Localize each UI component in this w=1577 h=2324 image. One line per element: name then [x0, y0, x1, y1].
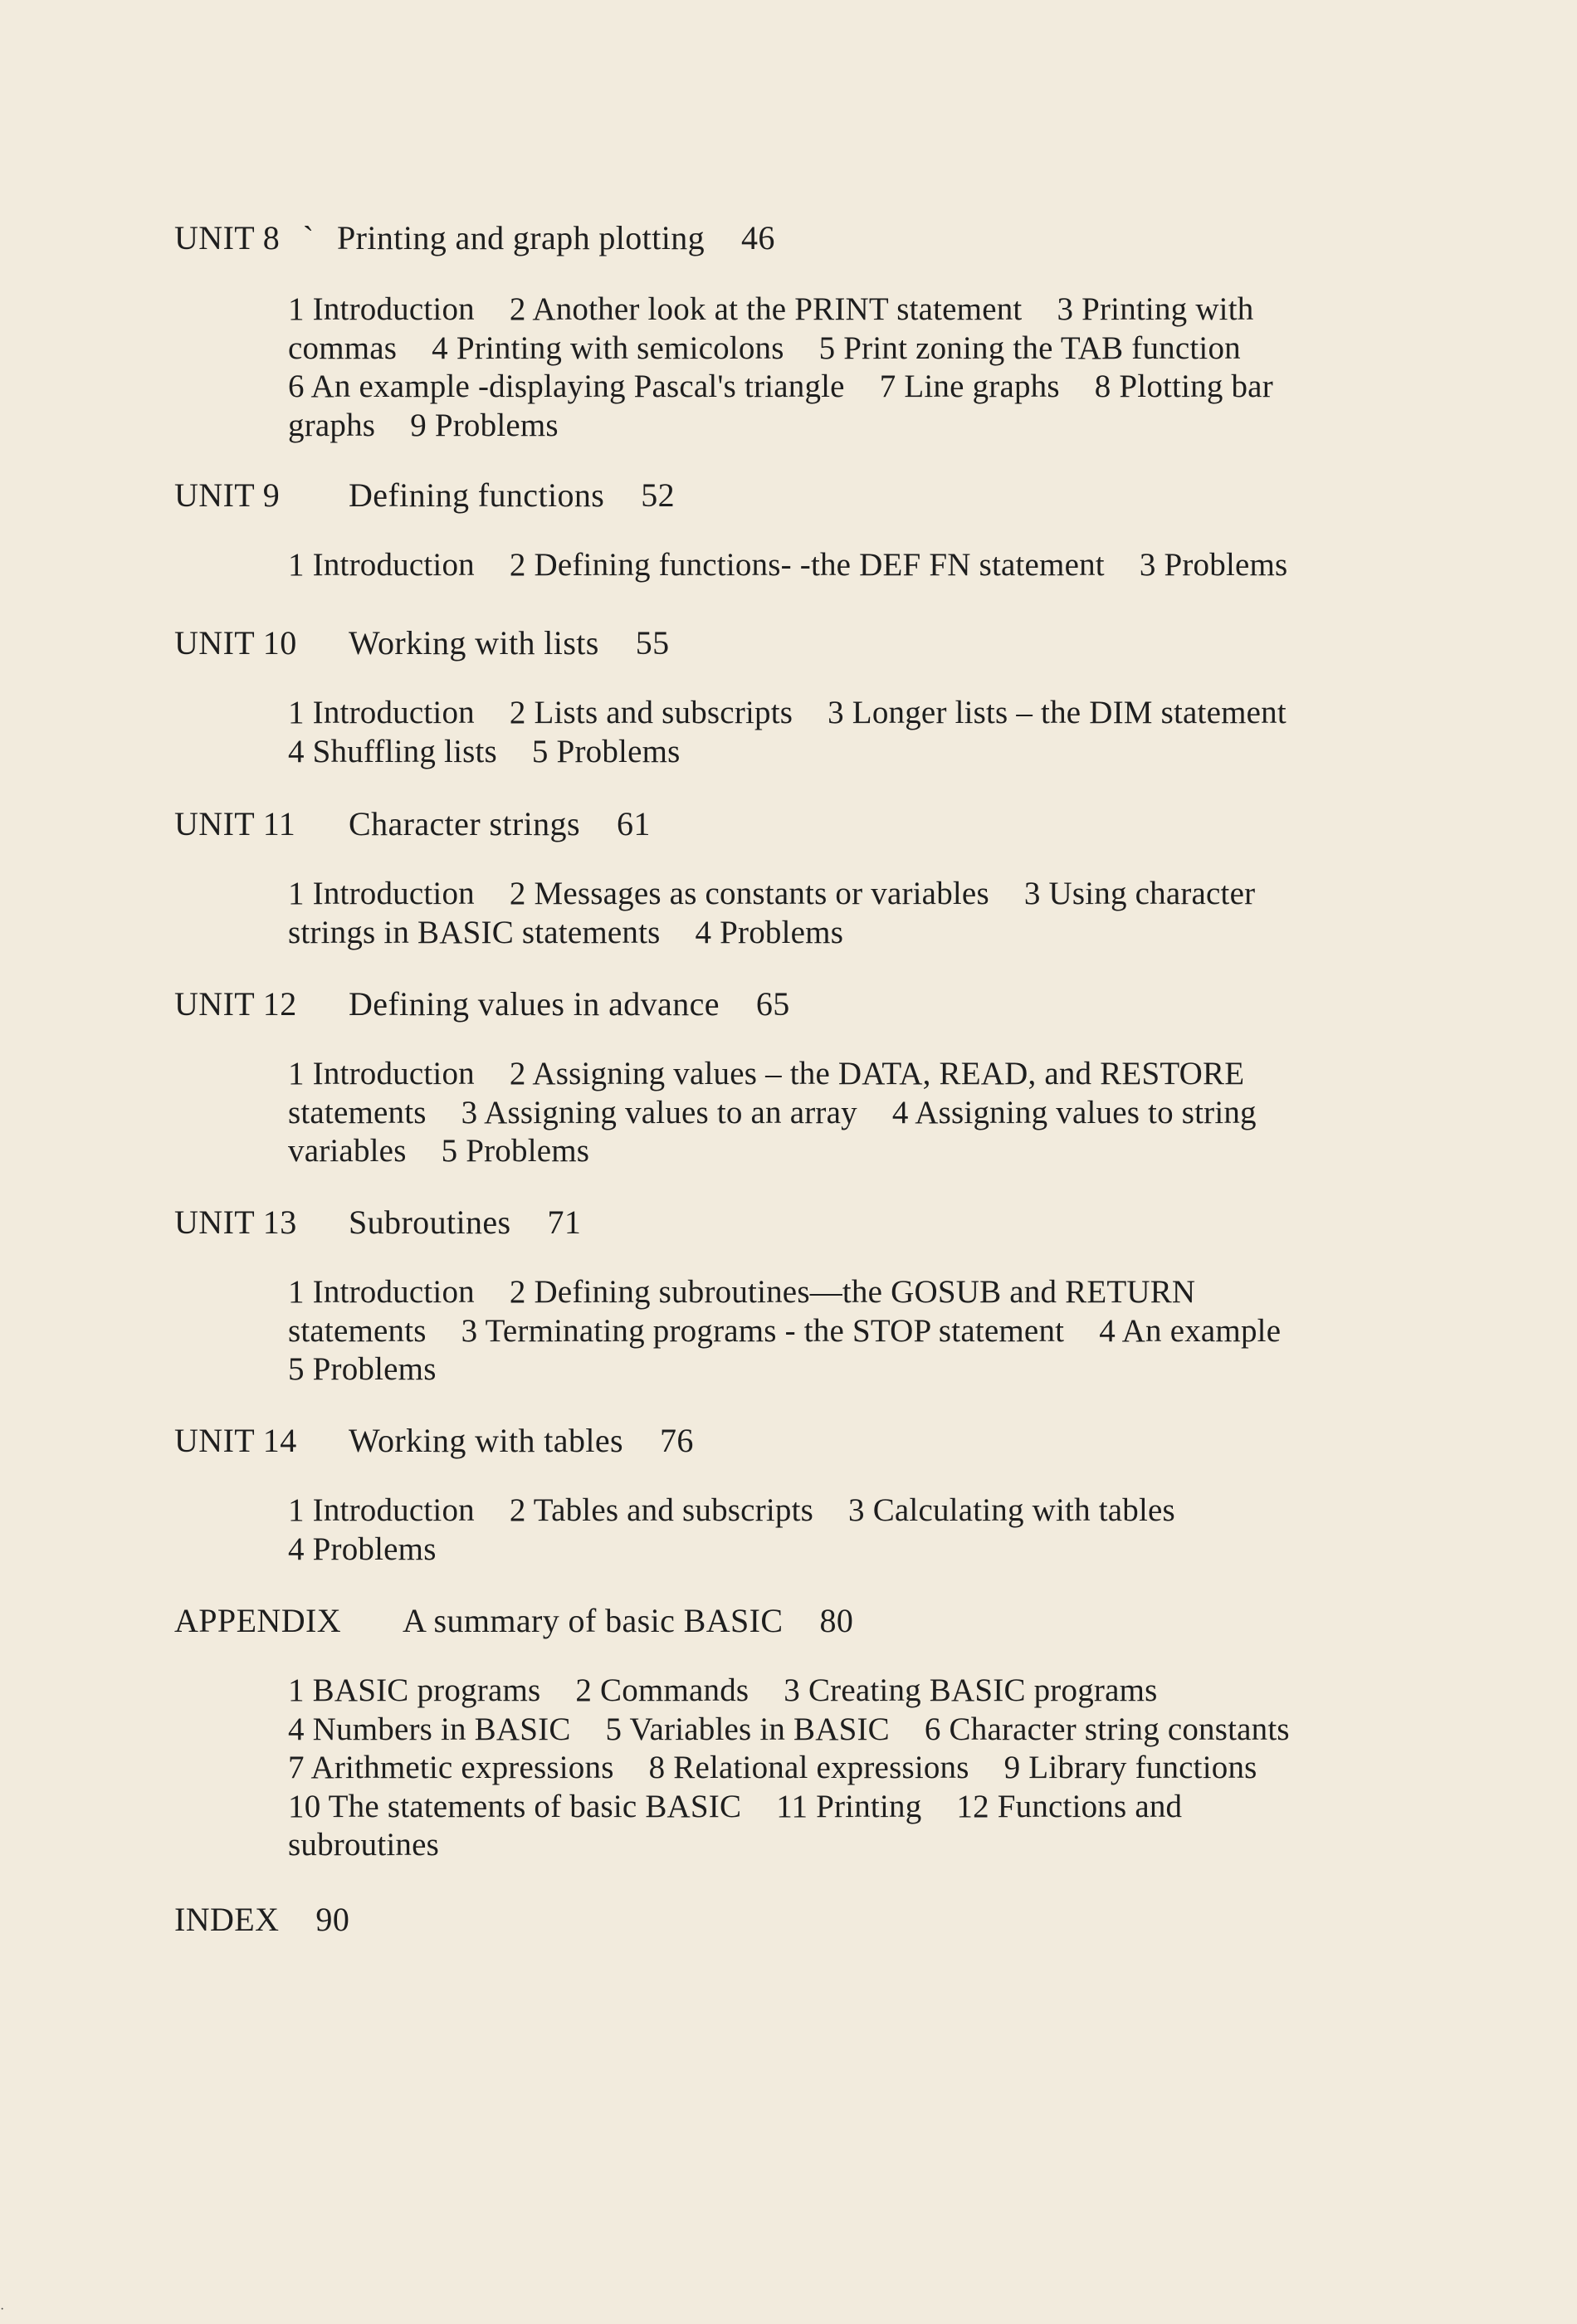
unit-label: UNIT 8	[174, 219, 281, 256]
unit-title: Subroutines	[349, 1204, 511, 1241]
topic-item: 2 Assigning values – the DATA, READ, and RESTORE	[509, 1056, 1245, 1091]
page-number: 52	[641, 476, 676, 514]
entry-heading	[174, 219, 1502, 257]
page-number: 80	[819, 1602, 854, 1639]
entry-heading	[174, 476, 1502, 515]
topic-item-continued: graphs	[288, 407, 376, 443]
topic-item: 5 Problems	[288, 1351, 437, 1387]
page-number: 55	[635, 624, 670, 662]
unit-title: A summary of basic BASIC	[403, 1602, 784, 1639]
contents-entry-unit-11	[174, 805, 1502, 952]
topic-item: 7 Arithmetic expressions	[288, 1750, 614, 1785]
stray-mark: `	[302, 219, 315, 256]
topic-item: 9 Problems	[410, 407, 559, 443]
unit-title: Character strings	[349, 805, 580, 842]
topic-item: 3 Printing with	[1057, 291, 1254, 327]
topic-item: 5 Problems	[441, 1133, 590, 1169]
topic-item: 6 An example -displaying Pascal's triangle	[288, 369, 845, 404]
topic-item: 9 Library functions	[1003, 1750, 1257, 1785]
entry-heading	[174, 805, 1502, 843]
entry-heading	[174, 1204, 1502, 1242]
entry-heading	[174, 985, 1502, 1023]
topic-item: 5 Variables in BASIC	[605, 1711, 890, 1747]
topic-item-continued: variables	[288, 1133, 407, 1169]
contents-entry-unit-10	[174, 624, 1502, 771]
topic-item: 1 Introduction	[288, 1492, 475, 1528]
topic-item: 3 Longer lists – the DIM statement	[828, 695, 1286, 730]
page-number: 76	[660, 1422, 694, 1459]
topic-list	[288, 694, 1483, 771]
unit-title: Defining functions	[349, 476, 605, 514]
contents-entry-unit-13	[174, 1204, 1502, 1389]
topic-item: 4 Shuffling lists	[288, 733, 497, 769]
unit-label: UNIT 14	[174, 1422, 297, 1459]
topic-item: 3 Using character	[1023, 876, 1256, 911]
topic-item: 8 Plotting bar	[1094, 369, 1273, 404]
topic-item: 7 Line graphs	[879, 369, 1060, 404]
topic-item: 3 Assigning values to an array	[461, 1094, 857, 1130]
topic-item: 3 Problems	[1139, 547, 1288, 583]
topic-item: 2 Lists and subscripts	[509, 695, 793, 730]
topic-item-continued: commas	[288, 330, 398, 366]
topic-item-continued: subroutines	[288, 1827, 440, 1863]
contents-entry-unit-14	[174, 1422, 1502, 1569]
topic-item: 1 Introduction	[288, 547, 475, 583]
topic-item: 5 Print zoning the TAB function	[818, 330, 1241, 366]
topic-item: 4 Numbers in BASIC	[288, 1711, 571, 1747]
topic-list	[288, 1055, 1483, 1171]
topic-list	[288, 1273, 1483, 1389]
topic-item: 5 Problems	[531, 733, 681, 769]
topic-item-continued: statements	[288, 1312, 427, 1349]
topic-item: 1 Introduction	[288, 876, 475, 911]
unit-label: UNIT 10	[174, 624, 297, 662]
unit-label: UNIT 13	[174, 1204, 297, 1241]
entry-heading	[174, 1602, 1502, 1640]
unit-title: Working with lists	[349, 624, 599, 662]
topic-item: 1 Introduction	[288, 291, 475, 327]
topic-item: 8 Relational expressions	[648, 1750, 969, 1785]
page-number: 90	[315, 1901, 350, 1938]
topic-item: 4 Assigning values to string	[891, 1094, 1257, 1130]
contents-entry-appendix	[174, 1602, 1502, 1865]
topic-item: 4 Printing with semicolons	[432, 330, 784, 366]
topic-item: 3 Terminating programs - the STOP statement	[461, 1312, 1065, 1349]
topic-item: 1 Introduction	[288, 1056, 475, 1091]
topic-item: 2 Defining functions- -the DEF FN statement	[509, 547, 1105, 583]
page-number: 65	[755, 985, 790, 1023]
topic-list	[288, 875, 1483, 952]
unit-title: Printing and graph plotting	[337, 219, 706, 256]
topic-item: 3 Creating BASIC programs	[784, 1672, 1158, 1708]
index-label: INDEX	[174, 1901, 280, 1938]
topic-item: 1 Introduction	[288, 1274, 475, 1310]
topic-item: 3 Calculating with tables	[848, 1492, 1175, 1528]
topic-list	[288, 290, 1483, 445]
topic-list	[288, 546, 1483, 585]
topic-item: 4 Problems	[695, 914, 844, 950]
topic-item-continued: statements	[288, 1094, 427, 1130]
contents-entry-unit-9	[174, 476, 1502, 585]
topic-item: 2 Another look at the PRINT statement	[509, 291, 1023, 327]
contents-entry-index	[174, 1901, 1502, 1939]
topic-item: 12 Functions and	[956, 1788, 1183, 1824]
topic-item: 2 Defining subroutines—the GOSUB and RETURN	[509, 1274, 1196, 1310]
topic-item: 6 Character string constants	[924, 1711, 1290, 1747]
topic-item: 1 Introduction	[288, 695, 475, 730]
entry-heading	[174, 1901, 1502, 1939]
topic-item: 2 Tables and subscripts	[509, 1492, 814, 1528]
topic-item: 2 Messages as constants or variables	[509, 876, 989, 911]
page-number: 46	[741, 219, 775, 256]
contents-entry-unit-12	[174, 985, 1502, 1171]
topic-list	[288, 1492, 1483, 1569]
page-number: 61	[616, 805, 651, 842]
topic-list	[288, 1672, 1483, 1865]
topic-item: 4 An example	[1099, 1312, 1282, 1349]
topic-item: 11 Printing	[776, 1788, 922, 1824]
unit-label: UNIT 12	[174, 985, 297, 1023]
unit-label: UNIT 11	[174, 805, 296, 842]
scan-speck-icon: ·	[0, 2302, 5, 2317]
topic-item: 1 BASIC programs	[288, 1672, 541, 1708]
entry-heading	[174, 1422, 1502, 1460]
topic-item: 4 Problems	[288, 1531, 437, 1567]
page-number: 71	[547, 1204, 582, 1241]
unit-title: Working with tables	[349, 1422, 623, 1459]
topic-item: 10 The statements of basic BASIC	[288, 1788, 742, 1824]
unit-title: Defining values in advance	[349, 985, 720, 1023]
contents-entry-unit-8	[174, 219, 1502, 445]
entry-heading	[174, 624, 1502, 662]
unit-label: UNIT 9	[174, 476, 281, 514]
topic-item: 2 Commands	[575, 1672, 749, 1708]
topic-item-continued: strings in BASIC statements	[288, 914, 661, 950]
appendix-label: APPENDIX	[174, 1602, 341, 1639]
